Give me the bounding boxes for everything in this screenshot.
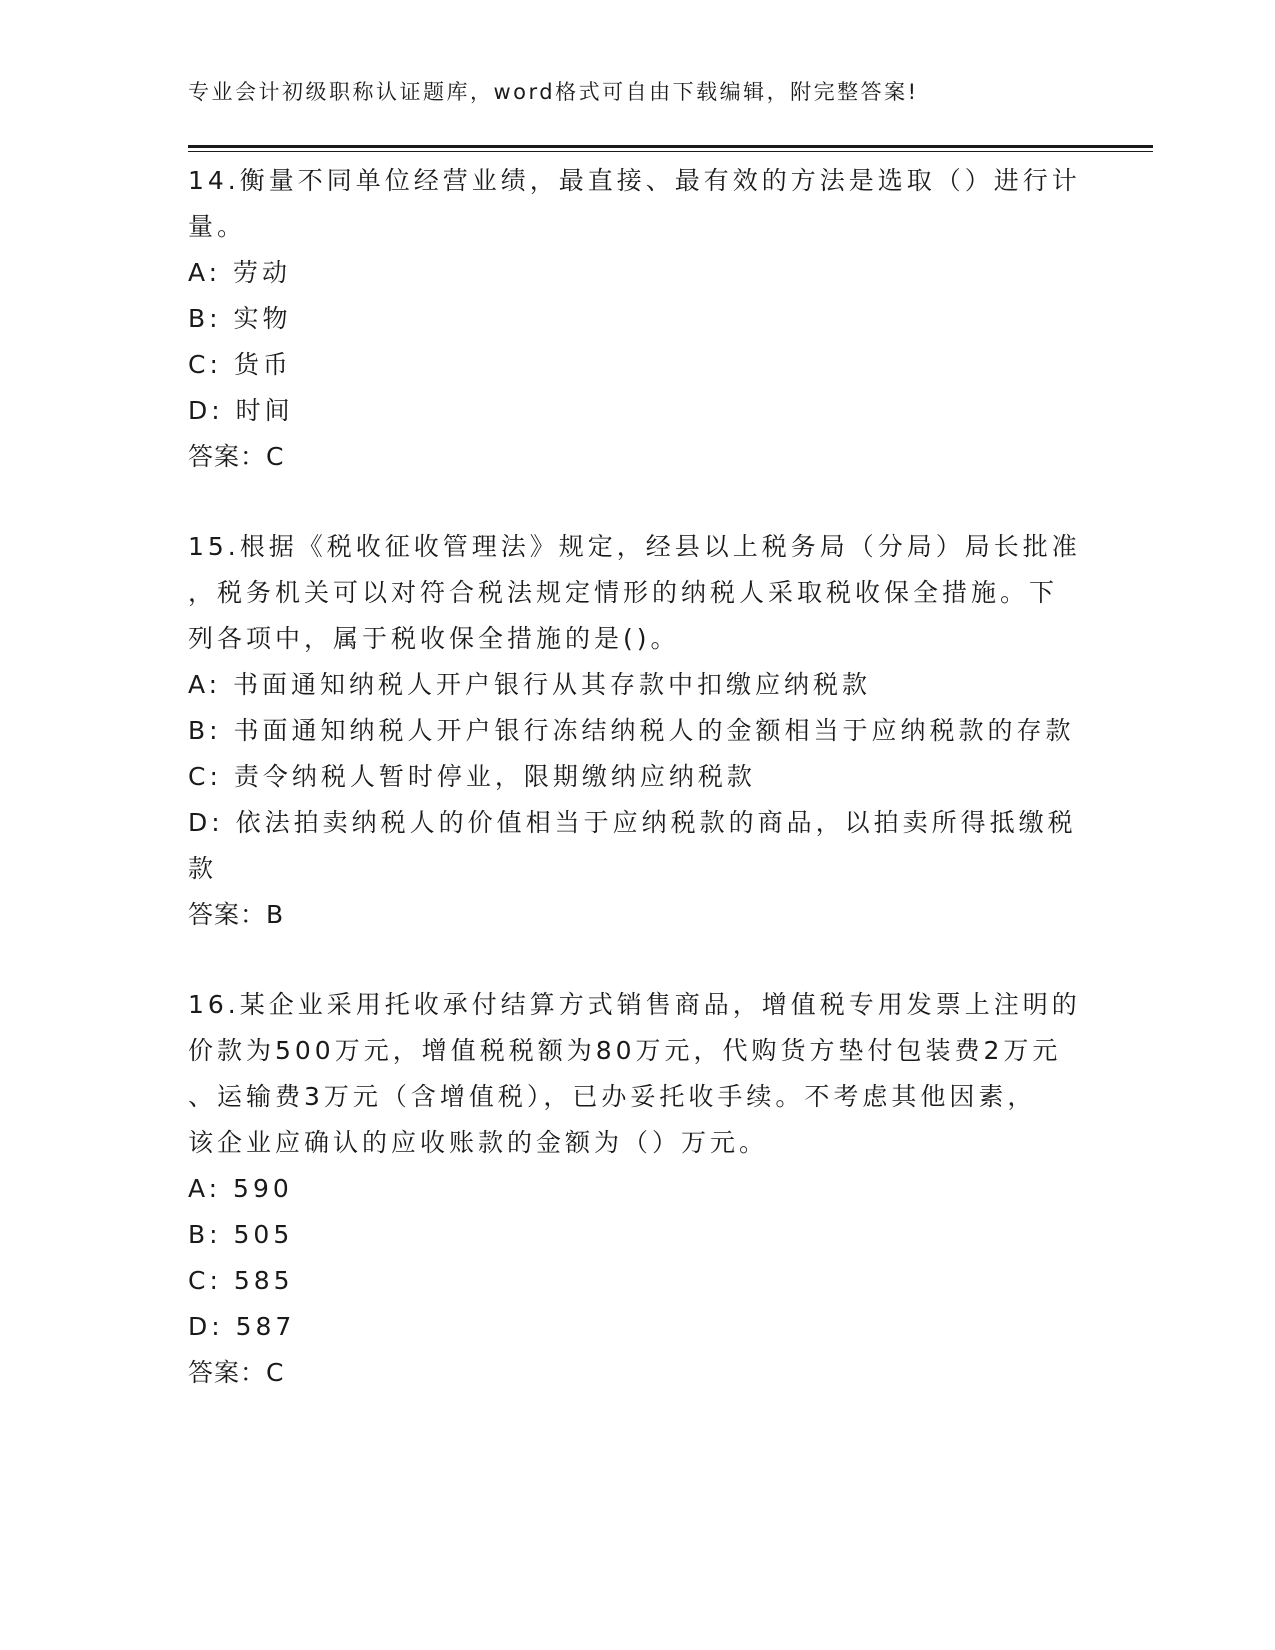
questions-container <box>188 158 1088 1396</box>
option-d: D: 依法拍卖纳税人的价值相当于应纳税款的商品，以拍卖所得抵缴税 <box>188 808 1077 837</box>
question-stem-line: ，税务机关可以对符合税法规定情形的纳税人采取税收保全措施。下 <box>188 578 1059 607</box>
header-rule-thin <box>188 151 1153 152</box>
question-stem-line: 、运输费3万元（含增值税），已办妥托收手续。不考虑其他因素， <box>188 1082 1037 1111</box>
question-stem-line: 量。 <box>188 212 247 241</box>
option-b: B: 实物 <box>188 304 292 333</box>
question-stem-line: 15.根据《税收征收管理法》规定，经县以上税务局（分局）局长批准 <box>188 532 1081 561</box>
option-c: C: 货币 <box>188 350 292 379</box>
header-rule-thick <box>188 145 1153 148</box>
question-14 <box>188 158 1088 480</box>
option-d-continuation: 款 <box>188 854 218 883</box>
answer-line: 答案：B <box>188 900 285 929</box>
answer-line: 答案：C <box>188 1358 285 1387</box>
question-stem-line: 16.某企业采用托收承付结算方式销售商品，增值税专用发票上注明的 <box>188 990 1081 1019</box>
question-stem-line: 列各项中，属于税收保全措施的是()。 <box>188 624 680 653</box>
option-a: A: 590 <box>188 1174 293 1203</box>
option-b: B: 书面通知纳税人开户银行冻结纳税人的金额相当于应纳税款的存款 <box>188 716 1075 745</box>
question-15 <box>188 524 1088 938</box>
question-stem-line: 14.衡量不同单位经营业绩，最直接、最有效的方法是选取（）进行计 <box>188 166 1081 195</box>
answer-line: 答案：C <box>188 442 285 471</box>
option-b: B: 505 <box>188 1220 294 1249</box>
question-16 <box>188 982 1088 1396</box>
option-d: D: 时间 <box>188 396 294 425</box>
option-a: A: 劳动 <box>188 258 292 287</box>
option-c: C: 585 <box>188 1266 294 1295</box>
page-header: 专业会计初级职称认证题库，word格式可自由下载编辑，附完整答案! <box>188 80 919 104</box>
option-a: A: 书面通知纳税人开户银行从其存款中扣缴应纳税款 <box>188 670 872 699</box>
spacer <box>188 938 1088 982</box>
question-stem-line: 价款为500万元，增值税税额为80万元，代购货方垫付包装费2万元 <box>188 1036 1062 1065</box>
option-d: D: 587 <box>188 1312 296 1341</box>
question-stem-line: 该企业应确认的应收账款的金额为（）万元。 <box>188 1128 769 1157</box>
option-c: C: 责令纳税人暂时停业，限期缴纳应纳税款 <box>188 762 756 791</box>
spacer <box>188 480 1088 524</box>
